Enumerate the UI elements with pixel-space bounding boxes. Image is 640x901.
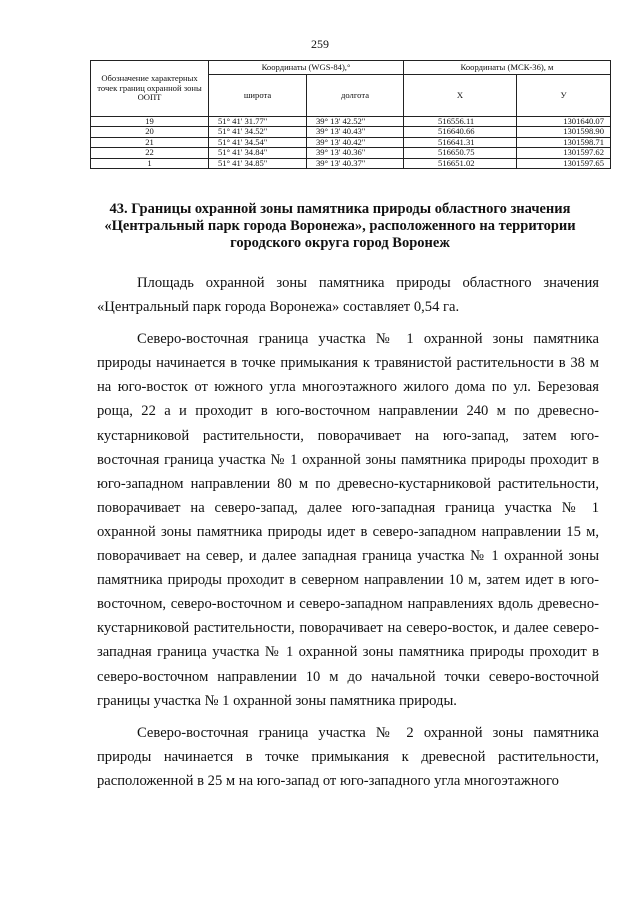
- point-cell: 1: [91, 158, 209, 168]
- y-cell: 1301597.65: [517, 158, 611, 168]
- page-number: 259: [311, 37, 329, 51]
- table-row: [91, 137, 611, 147]
- latitude-cell: 51° 41' 34.52": [209, 127, 307, 137]
- paragraph-area: Площадь охранной зоны памятника природы областного значения «Центральный парк города Воронежа» составляет 0,54 га.: [97, 275, 599, 316]
- header-wgs84: Координаты (WGS-84),°: [209, 61, 404, 75]
- table-row: [91, 158, 611, 168]
- x-cell: 516556.11: [404, 117, 517, 127]
- header-msk36: Координаты (МСК-36), м: [404, 61, 611, 75]
- y-cell: 1301598.71: [517, 137, 611, 147]
- header-latitude: широта: [209, 75, 307, 117]
- longitude-cell: 39° 13' 40.42": [307, 137, 404, 147]
- paragraph-section-2-boundary: Северо-восточная граница участка № 2 охранной зоны памятника природы начинается в точке примыкания к древесной растительности, расположенной в 25 м на юго-запад от юго-западного угла многоэтажного: [97, 724, 599, 789]
- y-cell: 1301597.62: [517, 148, 611, 158]
- table-row: [91, 127, 611, 137]
- coordinates-table: [90, 60, 611, 169]
- latitude-cell: 51° 41' 34.85": [209, 158, 307, 168]
- y-cell: 1301640.07: [517, 117, 611, 127]
- table-row: [91, 148, 611, 158]
- body-text: [97, 271, 599, 793]
- longitude-cell: 39° 13' 42.52": [307, 117, 404, 127]
- paragraph-section-1-boundary: Северо-восточная граница участка № 1 охранной зоны памятника природы начинается в точке примыкания к травянистой растительности в 38 м на юго-восток от южного угла многоэтажного жилого дома по ул. Березовая роща, 22 а и проходит в юго-восточном направлении 240 м по древесно-кустарниковой растительности, поворачивает на юго-запад, затем юго-восточная граница участка № 1 охранной зоны памятника природы проходит в юго-западном направлении 80 м по древесно-кустарниковой растительности, поворачивает на северо-запад, далее юго-западная граница участка № 1 охранной зоны памятника природы идет в северо-западном направлении 15 м, поворачивает на север, и далее западная граница участка № 1 охранной зоны памятника природы проходит в северном направлении 10 м, затем идет в юго-восточном, северо-восточном и северо-западном направлениях вдоль древесно-кустарниковой растительности, поворачивает на северо-восток, и далее северо-западная граница участка № 1 охранной зоны памятника природы проходит в северо-восточном направлении 10 м до начальной точки северо-восточной границы участка № 1 охранной зоны памятника природы.: [97, 331, 599, 709]
- point-cell: 19: [91, 117, 209, 127]
- latitude-cell: 51° 41' 34.84": [209, 148, 307, 158]
- x-cell: 516650.75: [404, 148, 517, 158]
- latitude-cell: 51° 41' 31.77": [209, 117, 307, 127]
- point-cell: 20: [91, 127, 209, 137]
- point-cell: 21: [91, 137, 209, 147]
- x-cell: 516641.31: [404, 137, 517, 147]
- table-row: [91, 117, 611, 127]
- latitude-cell: 51° 41' 34.54": [209, 137, 307, 147]
- x-cell: 516640.66: [404, 127, 517, 137]
- y-cell: 1301598.90: [517, 127, 611, 137]
- header-longitude: долгота: [307, 75, 404, 117]
- longitude-cell: 39° 13' 40.37": [307, 158, 404, 168]
- longitude-cell: 39° 13' 40.43": [307, 127, 404, 137]
- header-designation: Обозначение характерных точек границ охранной зоны ООПТ: [91, 61, 209, 117]
- longitude-cell: 39° 13' 40.36": [307, 148, 404, 158]
- header-x: X: [404, 75, 517, 117]
- x-cell: 516651.02: [404, 158, 517, 168]
- section-heading: 43. Границы охранной зоны памятника природы областного значения «Центральный парк города Воронежа», расположенного на территории городского округа город Воронеж: [104, 201, 576, 251]
- point-cell: 22: [91, 148, 209, 158]
- header-y: У: [517, 75, 611, 117]
